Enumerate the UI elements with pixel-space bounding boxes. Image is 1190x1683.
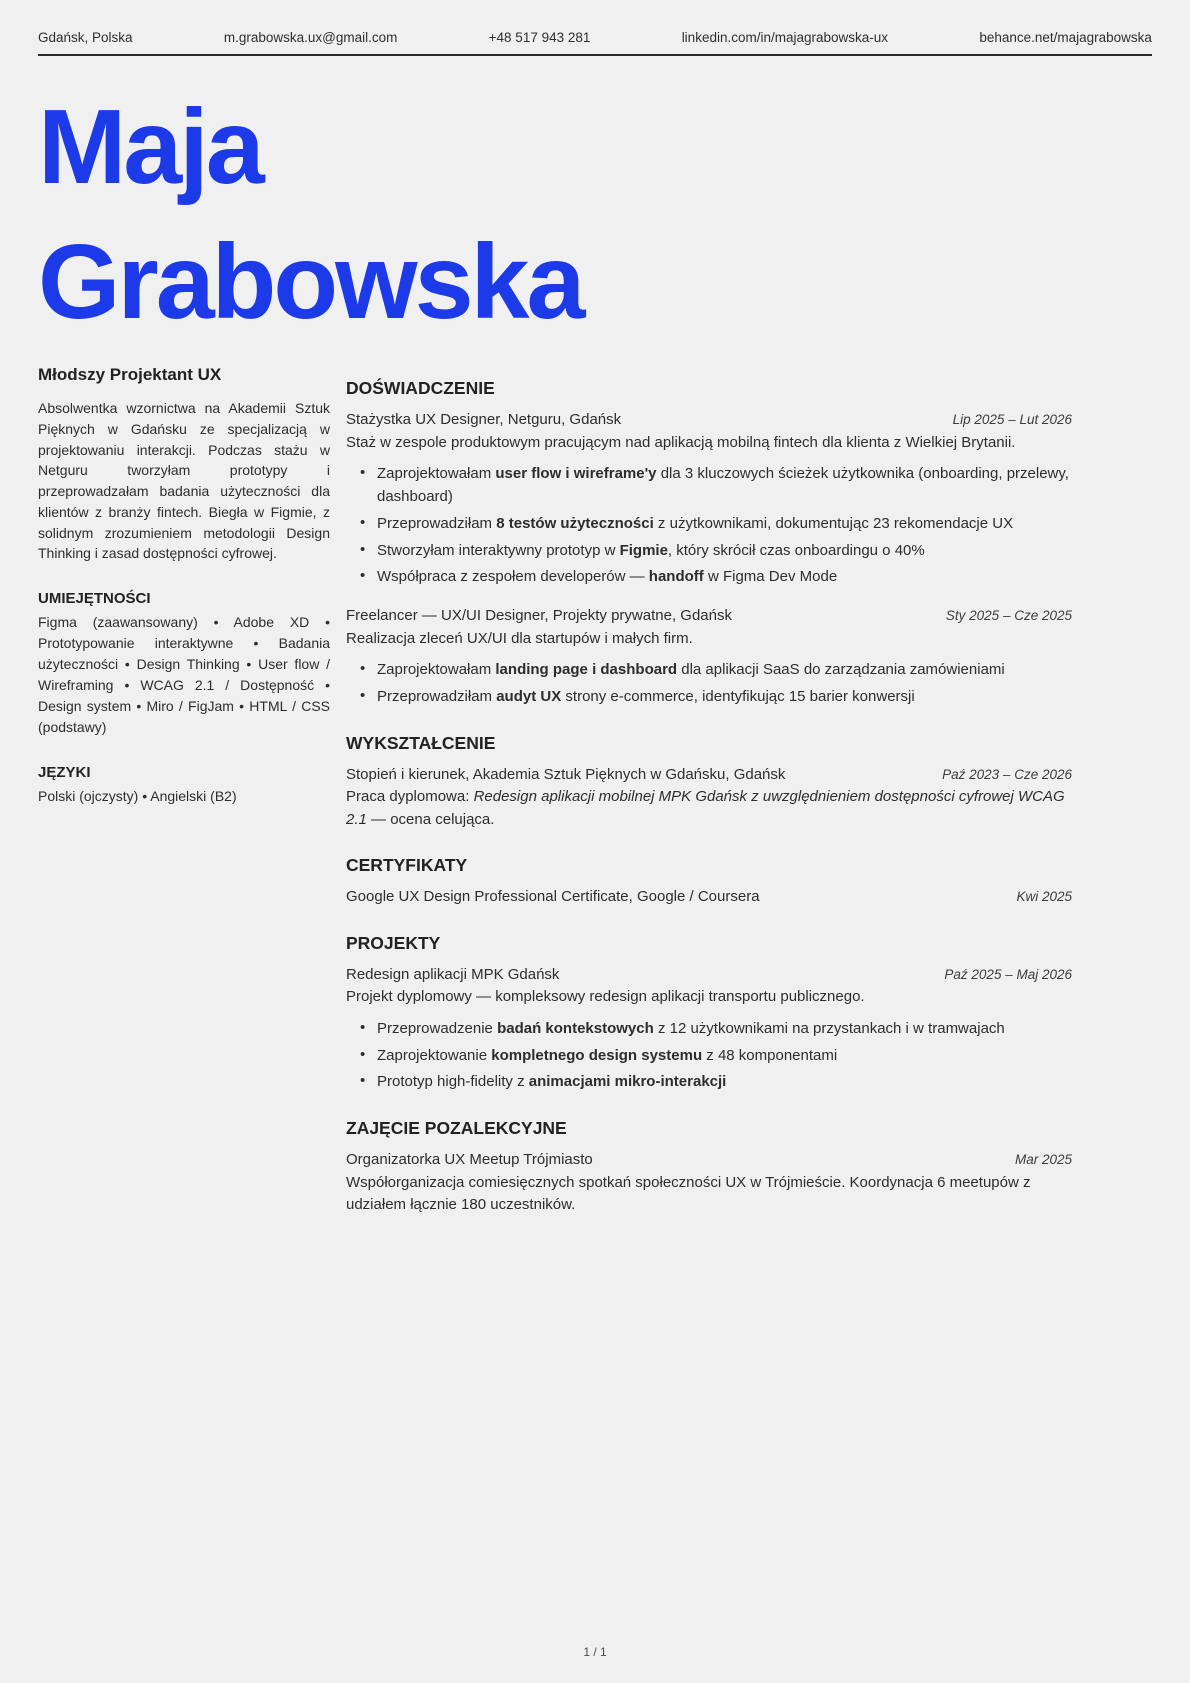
text: z użytkownikami, dokumentując 23 rekomendacje UX xyxy=(653,514,1014,532)
entry-description xyxy=(346,1172,1072,1217)
bullet-list xyxy=(346,1018,1072,1094)
languages-block xyxy=(38,764,330,807)
skills-heading: UMIEJĘTNOŚCI xyxy=(38,589,151,607)
contact-item-0: Gdańsk, Polska xyxy=(38,30,133,45)
bold-text: 8 testów użyteczności xyxy=(496,514,654,532)
text: Projekt dyplomowy — kompleksowy redesign aplikacji transportu publicznego. xyxy=(346,988,865,1006)
entry xyxy=(346,886,1072,909)
text: Współorganizacja comiesięcznych spotkań społeczności UX w Trójmieście. Koordynacja 6 meetupów z udziałem łącznie 180 uczestników. xyxy=(346,1173,1031,1214)
entry-date: Sty 2025 – Cze 2025 xyxy=(945,608,1072,624)
entry-date: Kwi 2025 xyxy=(1016,889,1072,905)
text: Staż w zespole produktowym pracującym nad aplikacją mobilną fintech dla klienta z Wielkiej Brytanii. xyxy=(346,433,1016,451)
entry-title: Redesign aplikacji MPK Gdańsk xyxy=(346,965,560,983)
bullet-item xyxy=(377,566,1072,589)
skills-list: Figma (zaawansowany) • Adobe XD • Prototypowanie interaktywne • Badania użyteczności • Design Thinking • User flow / Wireframing • WCAG 2.1 / Dostępność • Design system • Miro / FigJam • HTML / CSS (podstawy) xyxy=(38,613,330,735)
italic-text: Redesign aplikacji mobilnej MPK Gdańsk z uwzględnieniem dostępności cyfrowej WCAG 2.1 xyxy=(346,788,1065,828)
entry-date: Mar 2025 xyxy=(1014,1152,1072,1168)
entry xyxy=(346,964,1072,1094)
entry-date: Paź 2023 – Cze 2026 xyxy=(942,766,1072,782)
text: strony e-commerce, identyfikując 15 barier konwersji xyxy=(561,688,915,705)
bullet-list xyxy=(346,659,1072,709)
text: Współpraca z zespołem developerów — xyxy=(377,568,649,586)
entry-head xyxy=(346,886,1072,909)
text: Przeprowadzenie xyxy=(377,1019,498,1037)
languages-list: Polski (ojczysty) • Angielski (B2) xyxy=(38,787,237,804)
contact-header xyxy=(38,0,1152,56)
page-indicator: 1 / 1 xyxy=(583,1645,607,1659)
entry-description xyxy=(346,986,1072,1009)
section-wyksztalcenie xyxy=(346,733,1072,832)
section-title: WYKSZTAŁCENIE xyxy=(346,732,496,753)
text: dla aplikacji SaaS do zarządzania zamówieniami xyxy=(677,661,1005,679)
text: , który skrócił czas onboardingu o 40% xyxy=(667,541,925,559)
bullet-item xyxy=(377,540,1072,563)
entry-description xyxy=(346,628,1072,651)
languages-heading: JĘZYKI xyxy=(38,763,91,781)
entry-head xyxy=(346,605,1072,628)
contact-item-1: m.grabowska.ux@gmail.com xyxy=(223,30,398,45)
entry-head xyxy=(346,964,1072,987)
bullet-list xyxy=(346,463,1072,589)
bullet-item xyxy=(377,513,1072,536)
entry-date: Paź 2025 – Maj 2026 xyxy=(944,966,1072,982)
entry xyxy=(346,409,1072,589)
text: dla 3 kluczowych ścieżek użytkownika (onboarding, przelewy, dashboard) xyxy=(377,465,1069,506)
bold-text: animacjami mikro-interakcji xyxy=(528,1073,727,1091)
bold-text: badań kontekstowych xyxy=(497,1019,654,1037)
section-title: CERTYFIKATY xyxy=(346,855,468,876)
entry-description xyxy=(346,432,1072,455)
entry xyxy=(346,605,1072,709)
text: Zaprojektowałam xyxy=(377,465,496,483)
section-projekty xyxy=(346,933,1072,1094)
bullet-item xyxy=(377,1045,1072,1068)
contact-item-2: +48 517 943 281 xyxy=(488,30,591,45)
text: w Figma Dev Mode xyxy=(703,568,838,586)
main-sections xyxy=(346,365,1072,1222)
text: z 48 komponentami xyxy=(702,1046,838,1064)
role-title: Młodszy Projektant UX xyxy=(38,365,222,385)
bullet-item xyxy=(377,1071,1072,1094)
bold-text: user flow i wireframe'y xyxy=(495,465,657,483)
bold-text: Figmie xyxy=(619,541,668,559)
bullet-item xyxy=(377,659,1072,682)
bold-text: handoff xyxy=(648,568,704,586)
section-zajecie-pozalekcyjne xyxy=(346,1118,1072,1217)
entry-title: Freelancer — UX/UI Designer, Projekty prywatne, Gdańsk xyxy=(346,607,732,625)
entry-title: Organizatorka UX Meetup Trójmiasto xyxy=(346,1151,593,1169)
bullet-item xyxy=(377,686,1072,709)
entry-head xyxy=(346,409,1072,432)
entry-title: Stażystka UX Designer, Netguru, Gdańsk xyxy=(346,411,622,429)
contact-item-3: linkedin.com/in/majagrabowska-ux xyxy=(681,30,889,45)
entry xyxy=(346,1149,1072,1217)
first-name: Maja xyxy=(38,88,262,206)
text: Zaprojektowanie xyxy=(377,1046,492,1064)
section-title: DOŚWIADCZENIE xyxy=(346,378,495,399)
text: Realizacja zleceń UX/UI dla startupów i małych firm. xyxy=(346,629,693,647)
bold-text: audyt UX xyxy=(496,688,562,705)
entry xyxy=(346,764,1072,832)
text: Przeprowadziłam xyxy=(377,688,497,705)
text: Przeprowadziłam xyxy=(377,514,497,532)
summary-paragraph: Absolwentka wzornictwa na Akademii Sztuk Pięknych w Gdańsku ze specjalizacją w projektowaniu interakcji. Podczas stażu w Netguru tworzyłam prototypy i przeprowadzałam badania użyteczności dla klientów z branży fintech. Biegła w Figmie, z solidnym zrozumieniem metodologii Design Thinking i zasad dostępności cyfrowej. xyxy=(38,400,330,562)
text: z 12 użytkownikami na przystankach i w tramwajach xyxy=(653,1019,1005,1037)
entry-title: Google UX Design Professional Certificate, Google / Coursera xyxy=(346,888,760,906)
bullet-item xyxy=(377,1018,1072,1041)
section-title: PROJEKTY xyxy=(346,932,441,953)
bullet-item xyxy=(377,463,1072,509)
section-doswiadczenie xyxy=(346,378,1072,709)
text: Praca dyplomowa: xyxy=(346,788,474,806)
section-certyfikaty xyxy=(346,855,1072,909)
section-title: ZAJĘCIE POZALEKCYJNE xyxy=(346,1118,567,1139)
entry-date: Lip 2025 – Lut 2026 xyxy=(952,412,1072,428)
person-name xyxy=(38,80,1152,349)
text: Zaprojektowałam xyxy=(377,661,496,679)
contact-item-4: behance.net/majagrabowska xyxy=(979,30,1152,45)
entry-head xyxy=(346,1149,1072,1172)
entry-description xyxy=(346,786,1072,831)
bold-text: landing page i dashboard xyxy=(495,661,678,679)
last-name: Grabowska xyxy=(38,222,583,341)
text: Stworzyłam interaktywny prototyp w xyxy=(377,541,620,559)
entry-title: Stopień i kierunek, Akademia Sztuk Pięknych w Gdańsku, Gdańsk xyxy=(346,765,786,783)
resume-body xyxy=(38,365,1072,1222)
text: — ocena celująca. xyxy=(366,810,495,828)
entry-head xyxy=(346,764,1072,787)
text: Prototyp high-fidelity z xyxy=(377,1073,529,1091)
bold-text: kompletnego design systemu xyxy=(491,1046,703,1064)
skills-block xyxy=(38,590,330,738)
sidebar xyxy=(38,365,330,833)
